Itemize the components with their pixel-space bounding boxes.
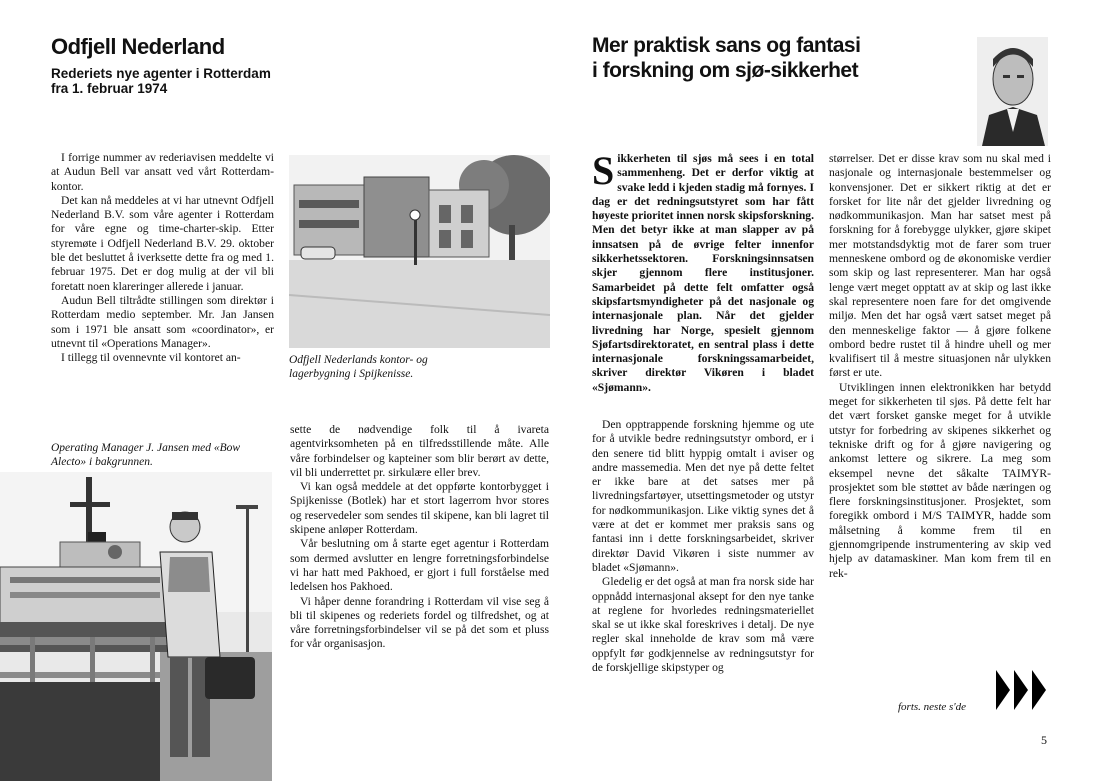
page-number: 5 <box>1041 733 1047 747</box>
right-column-4 <box>829 152 1051 581</box>
left-column-2 <box>290 423 549 652</box>
paragraph: Den opptrappende forskning hjemme og ute for å utvikle bedre redningsutstyr ombord, er i den senere tid blitt hyppig omtalt i aviser og andre massemedia. Men det nye på dette feltet er ikke bare at det satses mer på livredningsfartøyer, utsettingsmetoder og utstyr for nødkommunikasjon. Like viktig synes det å være at det er kommet mer praksis sans og fantasi inn i dette forskningsarbeidet, skriver direktør David Vikøren i siste nummer av bladet «Sjømann». <box>592 418 814 574</box>
paragraph: Utviklingen innen elektronikken har betydd meget for sikkerheten til sjøs. På dette felt har det vært forsket ganske meget for å utvikle utstyr for forbedring av skipenes sikkerhet og tekniske drift og for å gjøre navigering og ankomst lettere og sikrere. La meg som eksempel nevne det såkalte TAIMYR-prosjektet som ble støttet av både næringen og flere forskningsinstitusjoner. Prosjektet, som foregikk ombord i M/S TAIMYR, hadde som målsetning å komme frem til en gjennomgripende instrumentering av skip ved hjelp av datamaskiner. Man kom frem til en rek- <box>829 380 1051 580</box>
triple-right-arrow-icon <box>996 670 1048 710</box>
paragraph: Det kan nå meddeles at vi har utnevnt Odfjell Nederland B.V. som våre agenter i Rotterdam for våre egne og time-charter-skip. Etter styremøte i Odfjell Nederland B.V. 29. oktober ble det besluttet å iverksette dette fra og med 1. februar 1975. Det er dog mulig at der vil bli foretatt noen klareringer allerede i januar. <box>51 193 274 293</box>
right-article-lead <box>592 148 814 395</box>
paragraph: Vår beslutning om å starte eget agentur i Rotterdam som dermed avslutter en lengre forretningsforbindelse vi har hatt med Pakhoed, er gjort i full forståelse med ledelsen hos Pakhoed. <box>290 537 549 594</box>
continued-next-page: forts. neste s'de <box>898 701 967 713</box>
right-article-title <box>592 33 860 83</box>
photo-caption-building: Odfjell Nederlands kontor- og lagerbygning i Spijkenisse. <box>289 354 428 380</box>
photo-jansen-with-ship <box>0 472 272 781</box>
lead-text: ikkerheten til sjøs må sees i en total sammenheng. Det er derfor viktig at svake ledd i kjeden stadig må fornyes. I dag er det redningsutstyret som har fått høyeste prioritet innen norsk skipsforskning. Men det betyr ikke at man slapper av på innsatsen på de øvrige felter innenfor sikkerhetssektoren. Forskningsinnsatsen skjer gjennom flere institusjoner. Samarbeidet på dette felt omfatter også skipsfartsmyndigheter på det nasjonale og internasjonale plan. Når det gjelder livredning har Norge, spesielt gjennom Sjøfartsdirektoratet, en sentral plass i dette internasjonale forskningssamarbeidet, skriver direktør Vikøren i bladet «Sjømann». <box>592 152 814 394</box>
lead-dropcap: S <box>592 148 615 193</box>
title-line-2: i forskning om sjø-sikkerhet <box>592 59 859 82</box>
paragraph: størrelser. Det er disse krav som nu skal med i nasjonale og internasjonale bestemmelser og konvensjoner. Det er sikkert riktig at det er forsket for lite når det gjelder livredning og nødkommunikasjon. Man har satset mest på forskning for å forebygge ulykker, gjøre skipet mer motstandsdyktig mot de farer som truer menneskene ombord og de økonomiske verdier som skip og last representerer. Man har også lenge vært meget opptatt av at skip og last ikke skal representere noen fare for det omgivende miljø. Men det har også vært satset meget på den menneskelige faktor — å gjøre folkene ombord bedre rustet til å hindre uhell og mer kvalifisert til å mestre situasjonen når ulykken først er ute. <box>829 152 1051 380</box>
paragraph: Vi kan også meddele at det oppførte kontorbygget i Spijkenisse (Botlek) har et stort lagerrom hvor stores og reservedeler som sendes til skipene, kan bli lagret til skipene anløper Rotterdam. <box>290 480 549 537</box>
paragraph: sette de nødvendige folk til å ivareta agentvirksomheten på en tilfredsstillende måte. Alle våre forbindelser og kapteiner som blir berørt av dette, vil bli underrettet pr. sirkulære eller brev. <box>290 423 549 479</box>
photo-caption-jansen: Operating Manager J. Jansen med «Bow Alecto» i bakgrunnen. <box>51 442 241 468</box>
paragraph: Audun Bell tiltrådte stillingen som direktør i Rotterdam medio september. Mr. Jan Jansen som i 1971 ble ansatt som «coordinator», er utnevnt til «Operations Manager». <box>51 293 274 350</box>
left-article-subtitle <box>51 66 331 96</box>
paragraph: Gledelig er det også at man fra norsk side har oppnådd internasjonal aksept for den nye tanke at reglene for hvorledes redningsmateriellet skal se ut ikke skal foreskrives i detalj. De nye regler skal inneholde de krav som må være oppfylt før godkjennelse av redningsutstyr for de forskjellige skipstyper og <box>592 575 814 675</box>
subtitle-line-2: fra 1. februar 1974 <box>51 81 168 96</box>
paragraph: I forrige nummer av rederiavisen meddelte vi at Audun Bell var ansatt ved vårt Rotterdam-kontor. <box>51 151 274 193</box>
photo-office-building <box>289 155 550 348</box>
subtitle-line-1: Rederiets nye agenter i Rotterdam <box>51 66 271 81</box>
title-line-1: Mer praktisk sans og fantasi <box>592 34 861 57</box>
paragraph: Vi håper denne forandring i Rotterdam vil vise seg å bli til skipenes og rederiets fordel og tilfredshet, og at våre forretningsforbindelser vil se på det som et pluss for vår organisasjon. <box>290 594 549 651</box>
paragraph: I tillegg til ovennevnte vil kontoret an- <box>61 351 241 365</box>
right-column-3 <box>592 418 814 675</box>
left-article-title: Odfjell Nederland <box>51 34 225 59</box>
left-column-1 <box>51 151 274 365</box>
portrait-photo-vikoren <box>977 37 1048 146</box>
